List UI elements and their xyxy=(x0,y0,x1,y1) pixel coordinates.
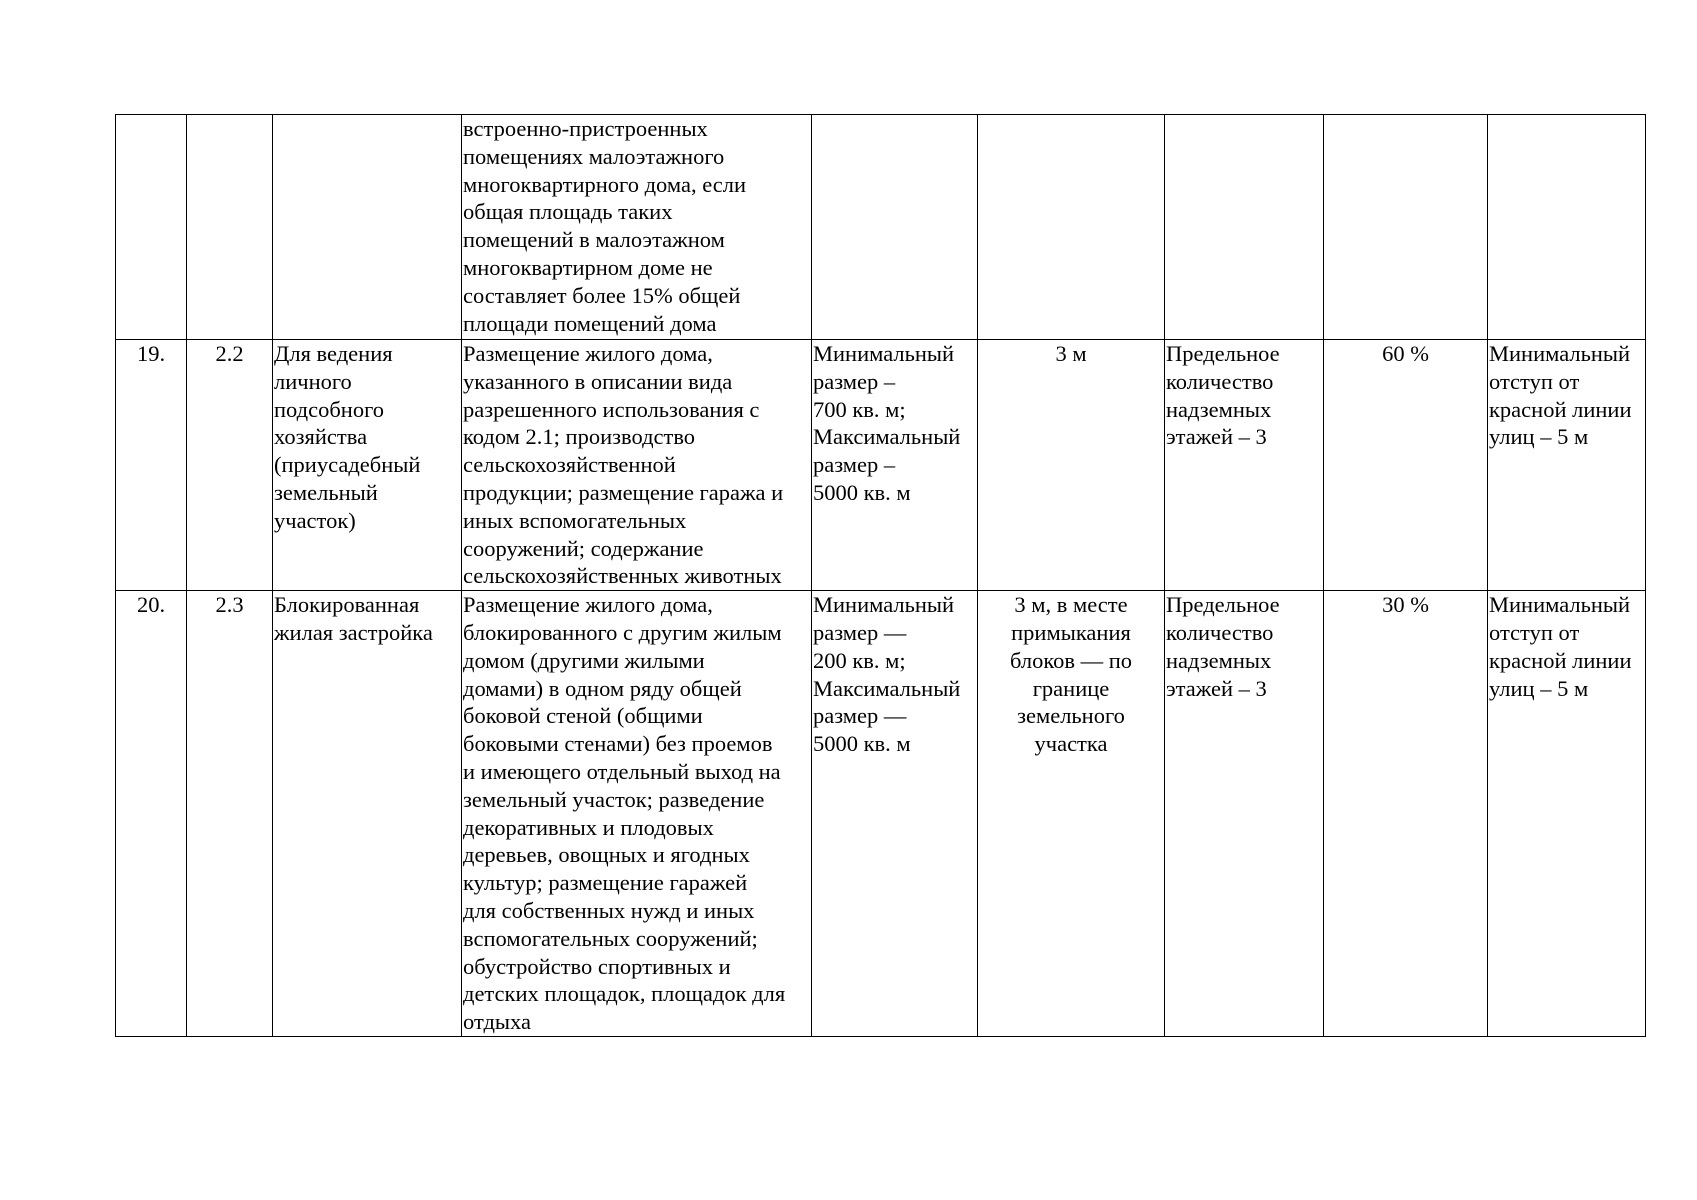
plot-area-limits: Минимальный размер – 700 кв. м; Максимальный размер – 5000 кв. м xyxy=(812,340,978,591)
table-row xyxy=(116,591,1646,1037)
min-setback: 3 м, в месте примыкания блоков — по границе земельного участка xyxy=(978,591,1165,1037)
use-code: 2.2 xyxy=(187,340,273,591)
floor-limit xyxy=(1165,115,1324,340)
use-description: Размещение жилого дома, указанного в описании вида разрешенного использования с кодом 2.1; производство сельскохозяйственной продукции; размещение гаража и иных вспомогательных сооружений; содержание сельскохозяйственных животных xyxy=(462,340,812,591)
plot-area-limits: Минимальный размер — 200 кв. м; Максимальный размер — 5000 кв. м xyxy=(812,591,978,1037)
use-code: 2.3 xyxy=(187,591,273,1037)
row-number: 19. xyxy=(116,340,187,591)
min-setback xyxy=(978,115,1165,340)
use-name xyxy=(273,115,462,340)
row-number xyxy=(116,115,187,340)
use-code xyxy=(187,115,273,340)
min-setback: 3 м xyxy=(978,340,1165,591)
use-name: Для ведения личного подсобного хозяйства (приусадебный земельный участок) xyxy=(273,340,462,591)
red-line-setback xyxy=(1488,115,1646,340)
use-name: Блокированная жилая застройка xyxy=(273,591,462,1037)
max-coverage xyxy=(1324,115,1488,340)
plot-area-limits xyxy=(812,115,978,340)
red-line-setback: Минимальный отступ от красной линии улиц – 5 м xyxy=(1488,591,1646,1037)
table-row xyxy=(116,115,1646,340)
table-row xyxy=(116,340,1646,591)
use-description: встроенно-пристроенных помещениях малоэтажного многоквартирного дома, если общая площадь таких помещений в малоэтажном многоквартирном доме не составляет более 15% общей площади помещений дома xyxy=(462,115,812,340)
use-description: Размещение жилого дома, блокированного с другим жилым домом (другими жилыми домами) в одном ряду общей боковой стеной (общими боковыми стенами) без проемов и имеющего отдельный выход на земельный участок; разведение декоративных и плодовых деревьев, овощных и ягодных культур; размещение гаражей для собственных нужд и иных вспомогательных сооружений; обустройство спортивных и детских площадок, площадок для отдыха xyxy=(462,591,812,1037)
floor-limit: Предельное количество надземных этажей – 3 xyxy=(1165,591,1324,1037)
floor-limit: Предельное количество надземных этажей – 3 xyxy=(1165,340,1324,591)
red-line-setback: Минимальный отступ от красной линии улиц – 5 м xyxy=(1488,340,1646,591)
row-number: 20. xyxy=(116,591,187,1037)
zoning-table xyxy=(115,114,1646,1037)
max-coverage: 60 % xyxy=(1324,340,1488,591)
max-coverage: 30 % xyxy=(1324,591,1488,1037)
